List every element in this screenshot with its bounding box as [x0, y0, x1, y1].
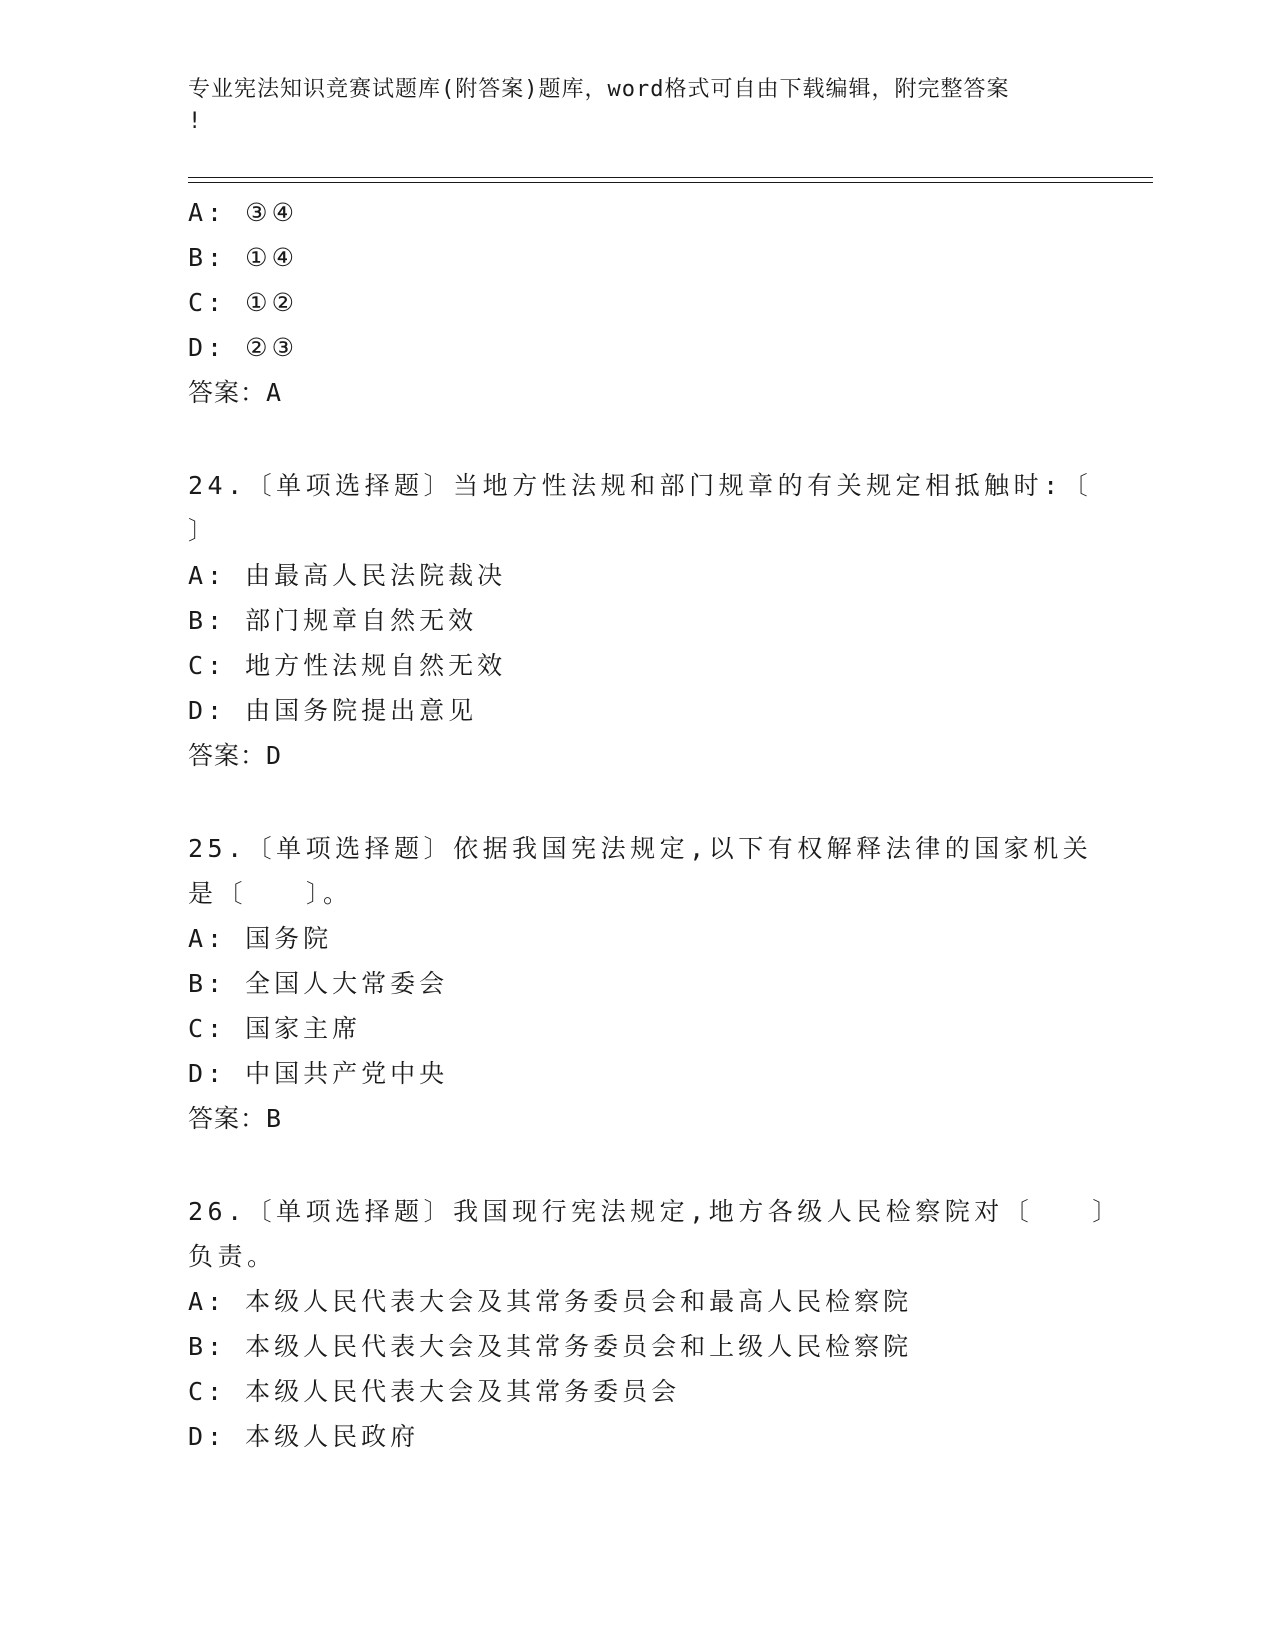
option-c: [188, 1369, 1068, 1414]
header-title-continuation: !: [188, 109, 203, 134]
question-25: [188, 826, 1093, 1141]
option-text: 本级人民代表大会及其常务委员会和最高人民检察院: [245, 1287, 913, 1316]
option-label: B:: [188, 606, 227, 635]
option-text: 部门规章自然无效: [245, 606, 478, 635]
option-text: 中国共产党中央: [245, 1059, 449, 1088]
question-stem-line: 26.〔单项选择题〕我国现行宪法规定,地方各级人民检察院对〔 〕: [188, 1197, 1122, 1226]
question-stem: [188, 1189, 1122, 1279]
header-rule-top: [188, 177, 1153, 178]
option-c: [188, 1006, 1068, 1051]
answer-line: [188, 733, 1068, 778]
option-label: C:: [188, 1377, 227, 1406]
option-text: ①②: [245, 288, 298, 317]
option-a: [188, 1279, 1068, 1324]
option-text: 本级人民政府: [245, 1422, 420, 1451]
option-label: B:: [188, 1332, 227, 1361]
option-d: [188, 688, 1068, 733]
answer-label: 答案：: [188, 741, 267, 770]
question-stem: [188, 826, 1093, 916]
option-label: A:: [188, 924, 227, 953]
page-header: [188, 74, 1068, 138]
option-text: 由最高人民法院裁决: [245, 561, 507, 590]
option-d: [188, 1414, 1068, 1459]
question-stem: [188, 463, 1093, 553]
answer-line: [188, 1096, 1068, 1141]
question-stem-line: 是〔 〕。: [188, 879, 353, 908]
question-list: [188, 190, 1122, 1459]
answer-value: B: [266, 1104, 283, 1133]
option-label: B:: [188, 243, 227, 272]
answer-value: D: [266, 741, 283, 770]
option-a: [188, 553, 1068, 598]
option-text: 本级人民代表大会及其常务委员会: [245, 1377, 681, 1406]
header-title: 专业宪法知识竞赛试题库(附答案)题库，word格式可自由下载编辑，附完整答案: [188, 77, 1010, 102]
option-label: A:: [188, 198, 227, 227]
question-stem-line: 25.〔单项选择题〕依据我国宪法规定,以下有权解释法律的国家机关: [188, 834, 1093, 863]
option-d: [188, 325, 1068, 370]
answer-line: [188, 370, 1068, 415]
question-stem-line: 24.〔单项选择题〕当地方性法规和部门规章的有关规定相抵触时:〔: [188, 471, 1093, 500]
option-a: [188, 916, 1068, 961]
option-label: A:: [188, 1287, 227, 1316]
option-text: 本级人民代表大会及其常务委员会和上级人民检察院: [245, 1332, 913, 1361]
option-label: A:: [188, 561, 227, 590]
question-stem-line: 〕: [188, 516, 218, 545]
option-b: [188, 1324, 1068, 1369]
option-text: 全国人大常委会: [245, 969, 449, 998]
question-24: [188, 463, 1093, 778]
header-rule-bottom: [188, 182, 1153, 183]
option-label: D:: [188, 333, 227, 362]
option-label: C:: [188, 1014, 227, 1043]
answer-label: 答案：: [188, 378, 267, 407]
question-26: [188, 1189, 1122, 1459]
option-text: 由国务院提出意见: [245, 696, 478, 725]
question-stem-line: 负责。: [188, 1242, 277, 1271]
option-d: [188, 1051, 1068, 1096]
option-b: [188, 235, 1068, 280]
question-23-tail: [188, 190, 1068, 415]
option-label: D:: [188, 1422, 227, 1451]
option-text: ③④: [245, 198, 298, 227]
answer-value: A: [266, 378, 283, 407]
option-text: 国家主席: [245, 1014, 362, 1043]
option-label: D:: [188, 696, 227, 725]
option-b: [188, 961, 1068, 1006]
option-label: B:: [188, 969, 227, 998]
option-text: ①④: [245, 243, 298, 272]
option-a: [188, 190, 1068, 235]
option-b: [188, 598, 1068, 643]
option-text: 国务院: [245, 924, 333, 953]
answer-label: 答案：: [188, 1104, 267, 1133]
option-label: D:: [188, 1059, 227, 1088]
option-label: C:: [188, 651, 227, 680]
option-c: [188, 643, 1068, 688]
option-label: C:: [188, 288, 227, 317]
option-text: 地方性法规自然无效: [245, 651, 507, 680]
option-c: [188, 280, 1068, 325]
option-text: ②③: [245, 333, 298, 362]
